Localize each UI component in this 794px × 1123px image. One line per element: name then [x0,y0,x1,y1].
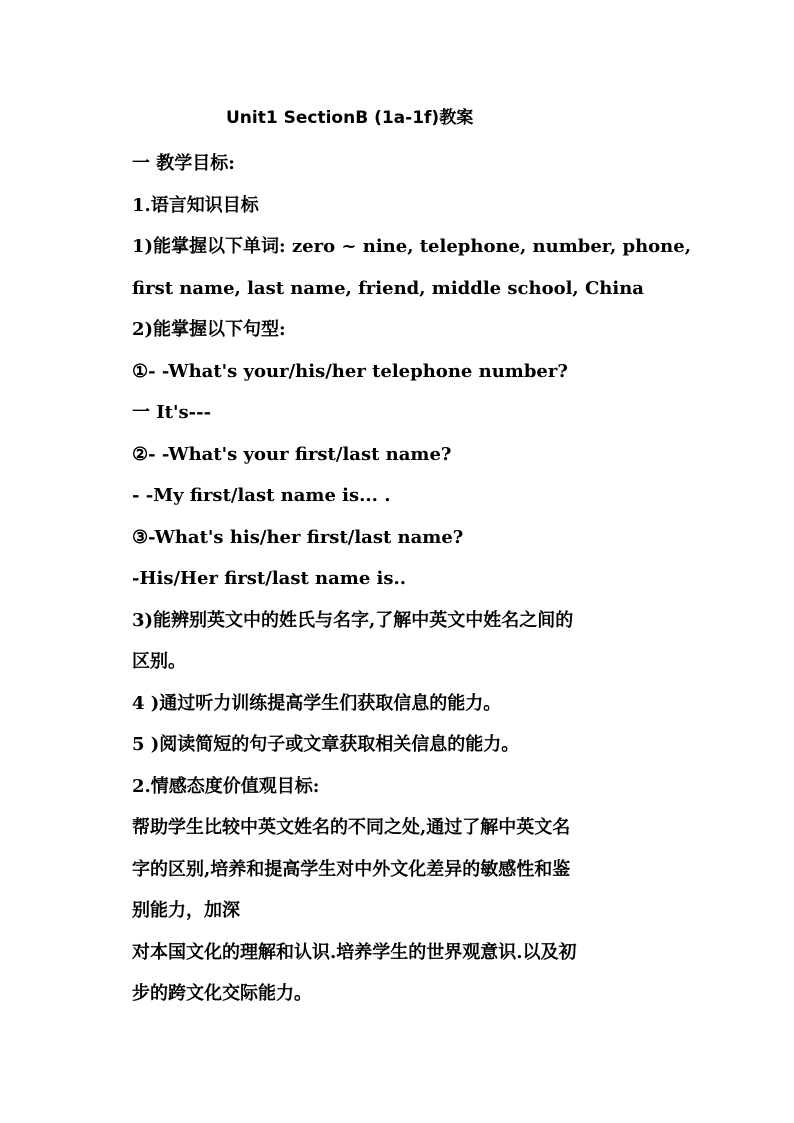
text-line: 对本国文化的理解和认识.培养学生的世界观意识.以及初 [132,941,577,963]
text-line: 4 )通过听力训练提高学生们获取信息的能力。 [132,692,502,714]
text-line: ①- -What's your/his/her telephone number? [132,360,568,382]
text-line: -His/Her first/last name is.. [132,568,407,589]
subheading-attitude-values: 2.情感态度价值观目标: [132,775,320,797]
subheading-language-knowledge: 1.语言知识目标 [132,194,259,216]
text-line: 步的跨文化交际能力。 [132,983,312,1004]
text-line: ③-What's his/her first/last name? [132,526,464,548]
text-line: 1)能掌握以下单词: zero ~ nine, telephone, number, phone, [132,236,691,257]
text-line: 一 It's--- [132,402,212,423]
text-line: 区别。 [132,651,186,672]
text-line: ②- -What's your first/last name? [132,443,452,465]
text-line: 2)能掌握以下句型: [132,319,286,340]
text-line: 帮助学生比较中英文姓名的不同之处,通过了解中英文名 [132,817,571,838]
document-title: Unit1 SectionB (1a-1f)教案 [226,108,474,128]
text-line: 3)能辨别英文中的姓氏与名字,了解中英文中姓名之间的 [132,609,574,631]
text-line: - -My first/last name is... . [132,485,391,506]
text-line: first name, last name, friend, middle school, China [132,277,644,299]
text-line: 别能力，加深 [132,900,240,921]
section-heading-objectives: 一 教学目标: [132,153,235,174]
text-line: 字的区别,培养和提高学生对中外文化差异的敏感性和鉴 [132,858,571,880]
text-line: 5 )阅读简短的句子或文章获取相关信息的能力。 [132,734,520,755]
document-body [132,143,692,1015]
